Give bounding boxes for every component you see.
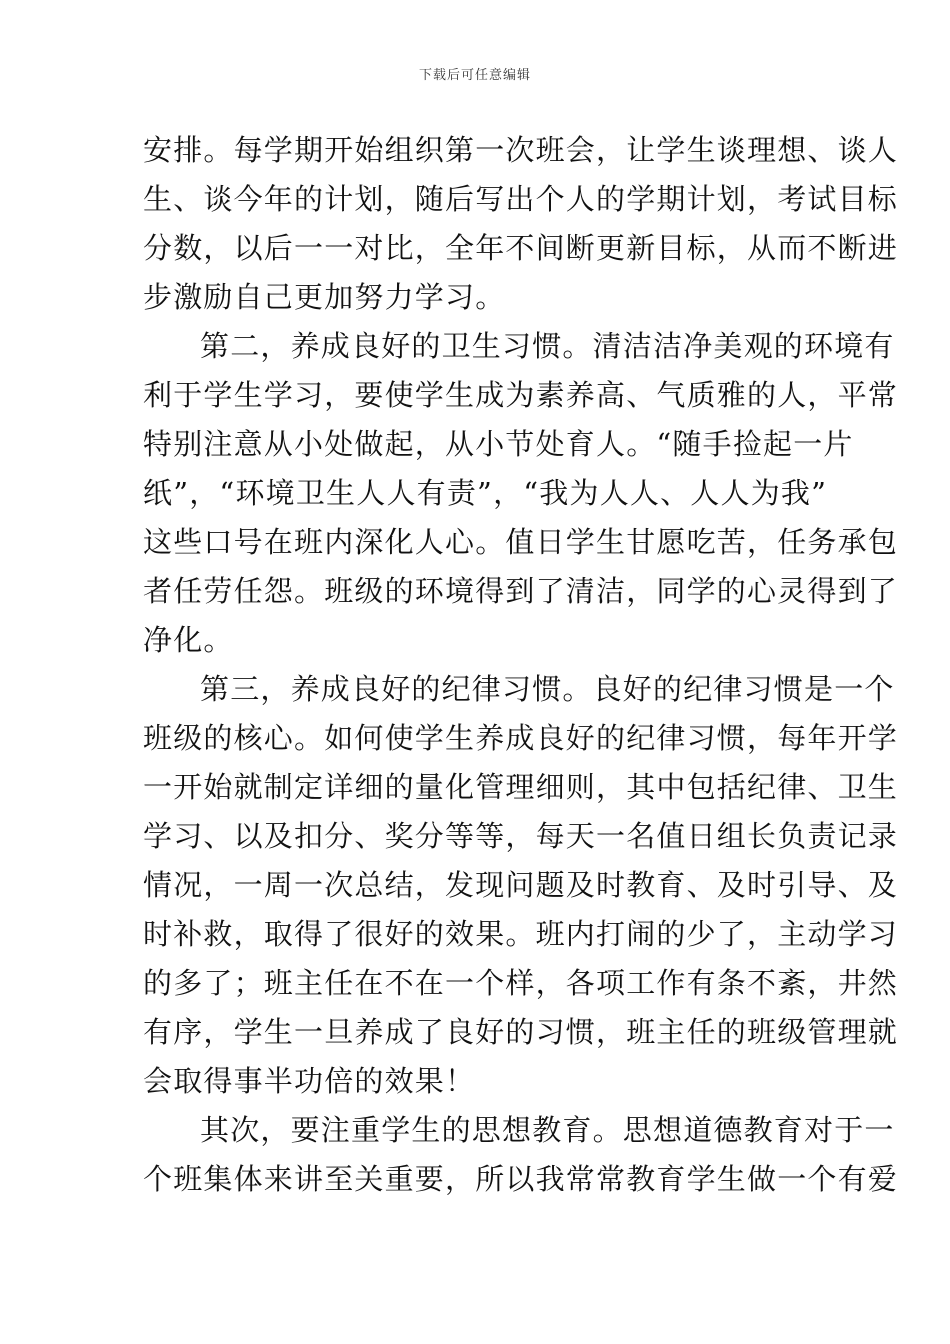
text-line: 第三，养成良好的纪律习惯。良好的纪律习惯是一个 bbox=[200, 672, 895, 706]
text-line: 利于学生学习，要使学生成为素养高、气质雅的人，平常 bbox=[143, 378, 899, 412]
text-line: 安排。每学期开始组织第一次班会，让学生谈理想、谈人 bbox=[143, 133, 899, 167]
document-body bbox=[143, 126, 899, 1204]
text-line: 会取得事半功倍的效果！ bbox=[143, 1064, 476, 1098]
text-line: 步激励自己更加努力学习。 bbox=[143, 280, 506, 314]
text-line: 特别注意从小处做起，从小节处育人。“随手捡起一片 bbox=[143, 427, 854, 461]
text-line: 净化。 bbox=[143, 623, 234, 657]
text-line: 个班集体来讲至关重要，所以我常常教育学生做一个有爱 bbox=[143, 1162, 899, 1196]
text-line: 情况，一周一次总结，发现问题及时教育、及时引导、及 bbox=[143, 868, 899, 902]
text-line: 班级的核心。如何使学生养成良好的纪律习惯，每年开学 bbox=[143, 721, 899, 755]
text-line: 这些口号在班内深化人心。值日学生甘愿吃苦，任务承包 bbox=[143, 525, 899, 559]
text-line: 学习、以及扣分、奖分等等，每天一名值日组长负责记录 bbox=[143, 819, 899, 853]
text-line: 其次，要注重学生的思想教育。思想道德教育对于一 bbox=[200, 1113, 895, 1147]
text-line: 第二，养成良好的卫生习惯。清洁洁净美观的环境有 bbox=[200, 329, 895, 363]
page-header: 下载后可任意编辑 bbox=[418, 68, 531, 83]
text-line: 有序，学生一旦养成了良好的习惯，班主任的班级管理就 bbox=[143, 1015, 899, 1049]
text-line: 的多了；班主任在不在一个样，各项工作有条不紊，井然 bbox=[143, 966, 899, 1000]
text-line: 者任劳任怨。班级的环境得到了清洁，同学的心灵得到了 bbox=[143, 574, 899, 608]
text-line: 一开始就制定详细的量化管理细则，其中包括纪律、卫生 bbox=[143, 770, 899, 804]
text-line: 纸”，“环境卫生人人有责”，“我为人人、人人为我” bbox=[143, 476, 828, 510]
text-line: 分数，以后一一对比，全年不间断更新目标，从而不断进 bbox=[143, 231, 899, 265]
text-line: 生、谈今年的计划，随后写出个人的学期计划，考试目标 bbox=[143, 182, 899, 216]
text-line: 时补救，取得了很好的效果。班内打闹的少了，主动学习 bbox=[143, 917, 899, 951]
